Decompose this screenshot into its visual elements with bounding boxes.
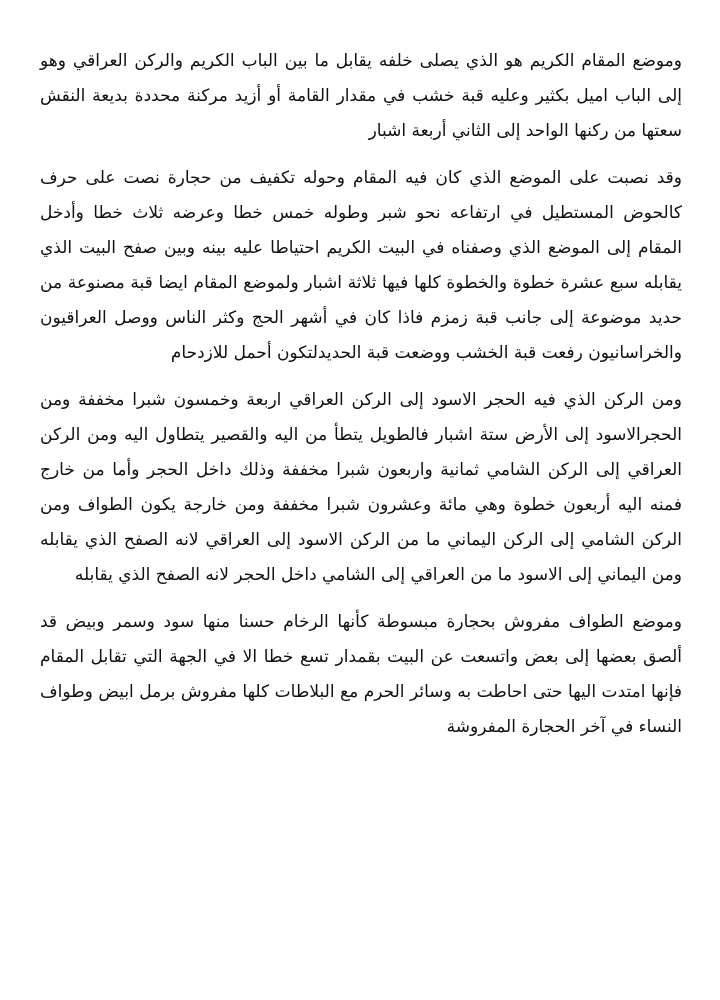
paragraph-corner-measurements: ومن الركن الذي فيه الحجر الاسود إلى الركن العراقي اربعة وخمسون شبرا مخففة ومن الحجرالاسود إلى الأرض ستة اشبار فالطويل يتطأ من اليه والقصير يتطاول اليه ومن الركن العراقي إلى الركن الشامي ثمانية واربعون شبرا مخففة وذلك داخل الحجر وأما من خارج فمنه اليه أربعون خطوة وهي مائة وعشرون شبرا مخففة ومن خارجة يكون الطواف ومن الركن الشامي إلى الركن اليماني ما من الركن الاسود إلى العراقي لانه الصفح الذي يقابله ومن اليماني إلى الاسود ما من العراقي إلى الشامي داخل الحجر لانه الصفح الذي يقابله <box>40 390 682 585</box>
paragraph-tawaf-floor: وموضع الطواف مفروش بحجارة مبسوطة كأنها الرخام حسنا منها سود وسمر وبيض قد ألصق بعضها إلى بعض واتسعت عن البيت بقمدار تسع خطا الا في الجهة التي تقابل المقام فإنها امتدت اليها حتى احاطت به وسائر الحرم مع البلاطات كلها مفروش برمل ابيض وطواف النساء في آخر الحجارة المفروشة <box>40 612 682 737</box>
paragraph-maqam-enclosure: وقد نصبت على الموضع الذي كان فيه المقام وحوله تكفيف من حجارة نصت على حرف كالحوض المستطيل في ارتفاعه نحو شبر وطوله خمس خطا وعرضه ثلاث خطا وأدخل المقام إلى الموضع الذي وصفناه في البيت الكريم احتياطا عليه بينه وبين صفح البيت الذي يقابله سبع عشرة خطوة والخطوة كلها فيها ثلاثة اشبار ولموضع المقام ايضا قبة مصنوعة من حديد موضوعة إلى جانب قبة زمزم فاذا كان في أشهر الحج وكثر الناس ووصل العراقيون والخراسانيون رفعت قبة الخشب ووضعت قبة الحديدلتكون أحمل للازدحام <box>40 168 682 363</box>
paragraph-maqam-location: وموضع المقام الكريم هو الذي يصلى خلفه يقابل ما بين الباب الكريم والركن العراقي وهو إلى الباب اميل بكثير وعليه قبة خشب في مقدار القامة أو أزيد مركنة محددة بديعة النقش سعتها من ركنها الواحد إلى الثاني أربعة اشبار <box>40 51 682 141</box>
